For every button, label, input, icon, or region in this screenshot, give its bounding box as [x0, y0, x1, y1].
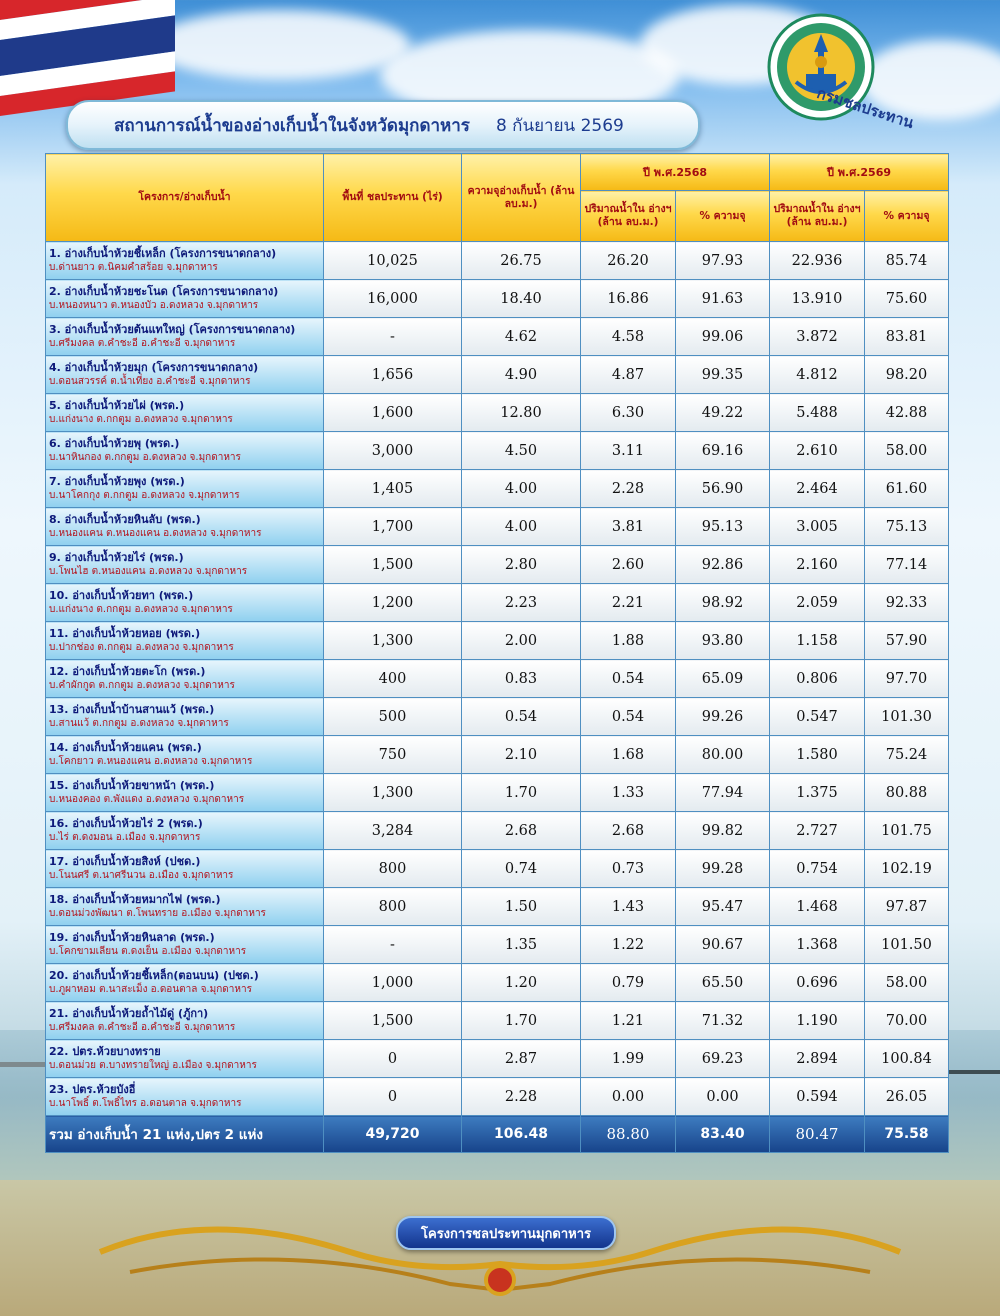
volume-2568-cell: 2.68: [581, 812, 676, 850]
reservoir-location: บ.ดอนม่วงพัฒนา ต.โพนทราย อ.เมือง จ.มุกดาหาร: [49, 908, 266, 919]
reservoir-name-cell: [46, 242, 324, 280]
irrigation-area-cell: 400: [324, 660, 462, 698]
total-percent-2568: 83.40: [676, 1116, 770, 1153]
volume-2569-cell: 1.158: [770, 622, 865, 660]
reservoir-location: บ.ด่านยาว ต.นิคมคำสร้อย จ.มุกดาหาร: [49, 262, 218, 273]
capacity-cell: 1.50: [462, 888, 581, 926]
volume-2568-cell: 3.81: [581, 508, 676, 546]
reservoir-name-cell: [46, 394, 324, 432]
table-row: [46, 850, 949, 888]
percent-2569-cell: 100.84: [865, 1040, 949, 1078]
volume-2568-cell: 0.00: [581, 1078, 676, 1116]
reservoir-location: บ.นาโคกกุง ต.กกตูม อ.ดงหลวง จ.มุกดาหาร: [49, 490, 240, 501]
reservoir-name: 13. อ่างเก็บน้ำบ้านสานแว้ (พรด.): [49, 703, 215, 716]
reservoir-name: 3. อ่างเก็บน้ำห้วยต้นแทใหญ่ (โครงการขนาดกลาง): [49, 323, 296, 336]
irrigation-area-cell: 1,000: [324, 964, 462, 1002]
table-row: [46, 812, 949, 850]
percent-2569-cell: 101.75: [865, 812, 949, 850]
percent-2569-cell: 75.13: [865, 508, 949, 546]
percent-2569-cell: 57.90: [865, 622, 949, 660]
capacity-cell: 0.74: [462, 850, 581, 888]
reservoir-name-cell: [46, 356, 324, 394]
table-row: [46, 736, 949, 774]
capacity-cell: 2.87: [462, 1040, 581, 1078]
irrigation-area-cell: 3,000: [324, 432, 462, 470]
percent-2569-cell: 42.88: [865, 394, 949, 432]
volume-2569-cell: 5.488: [770, 394, 865, 432]
irrigation-area-cell: 750: [324, 736, 462, 774]
total-percent-2569: 75.58: [865, 1116, 949, 1153]
percent-2568-cell: 69.23: [676, 1040, 770, 1078]
volume-2568-cell: 1.99: [581, 1040, 676, 1078]
reservoir-name: 18. อ่างเก็บน้ำห้วยหมากไฟ (พรด.): [49, 893, 221, 906]
volume-2569-cell: 2.059: [770, 584, 865, 622]
reservoir-name-cell: [46, 774, 324, 812]
volume-2568-cell: 4.58: [581, 318, 676, 356]
table-row: [46, 280, 949, 318]
percent-2568-cell: 95.47: [676, 888, 770, 926]
reservoir-name-cell: [46, 508, 324, 546]
volume-2569-cell: 2.160: [770, 546, 865, 584]
table-row: [46, 508, 949, 546]
reservoir-name: 7. อ่างเก็บน้ำห้วยพุง (พรด.): [49, 475, 185, 488]
page-title: สถานการณ์น้ำของอ่างเก็บน้ำในจังหวัดมุกดาหาร: [114, 115, 470, 136]
irrigation-area-cell: 500: [324, 698, 462, 736]
table-row: [46, 926, 949, 964]
volume-2569-cell: 3.872: [770, 318, 865, 356]
volume-2569-cell: 13.910: [770, 280, 865, 318]
table-row: [46, 888, 949, 926]
volume-2569-cell: 4.812: [770, 356, 865, 394]
capacity-cell: 2.28: [462, 1078, 581, 1116]
table-row: [46, 660, 949, 698]
percent-2568-cell: 99.26: [676, 698, 770, 736]
volume-2569-cell: 1.368: [770, 926, 865, 964]
reservoir-name: 10. อ่างเก็บน้ำห้วยทา (พรด.): [49, 589, 194, 602]
irrigation-area-cell: 1,200: [324, 584, 462, 622]
percent-2568-cell: 65.50: [676, 964, 770, 1002]
reservoir-name: 6. อ่างเก็บน้ำห้วยพุ (พรด.): [49, 437, 180, 450]
reservoir-location: บ.แก่งนาง ต.กกตูม อ.ดงหลวง จ.มุกดาหาร: [49, 604, 233, 615]
header-irrigation-area: พื้นที่ ชลประทาน (ไร่): [324, 154, 462, 242]
reservoir-name: 2. อ่างเก็บน้ำห้วยชะโนด (โครงการขนาดกลาง): [49, 285, 279, 298]
reservoir-name-cell: [46, 736, 324, 774]
percent-2569-cell: 75.60: [865, 280, 949, 318]
percent-2568-cell: 56.90: [676, 470, 770, 508]
irrigation-area-cell: 1,300: [324, 774, 462, 812]
percent-2569-cell: 101.50: [865, 926, 949, 964]
volume-2569-cell: 22.936: [770, 242, 865, 280]
reservoir-location: บ.นาโพธิ์ ต.โพธิ์ไทร อ.ดอนตาล จ.มุกดาหาร: [49, 1098, 242, 1109]
percent-2568-cell: 90.67: [676, 926, 770, 964]
reservoir-name: 19. อ่างเก็บน้ำห้วยหินลาด (พรด.): [49, 931, 215, 944]
volume-2568-cell: 0.54: [581, 698, 676, 736]
volume-2568-cell: 0.54: [581, 660, 676, 698]
irrigation-area-cell: 800: [324, 850, 462, 888]
volume-2568-cell: 2.60: [581, 546, 676, 584]
percent-2569-cell: 97.87: [865, 888, 949, 926]
header-percent-2569: % ความจุ: [865, 191, 949, 242]
percent-2568-cell: 65.09: [676, 660, 770, 698]
percent-2568-cell: 93.80: [676, 622, 770, 660]
total-capacity: 106.48: [462, 1116, 581, 1153]
total-volume-2568: 88.80: [581, 1116, 676, 1153]
table-row: [46, 622, 949, 660]
capacity-cell: 4.62: [462, 318, 581, 356]
volume-2568-cell: 1.43: [581, 888, 676, 926]
reservoir-name: 9. อ่างเก็บน้ำห้วยไร่ (พรด.): [49, 551, 184, 564]
reservoir-name: 1. อ่างเก็บน้ำห้วยชี้เหล็ก (โครงการขนาดกลาง): [49, 247, 277, 260]
irrigation-area-cell: 800: [324, 888, 462, 926]
volume-2569-cell: 0.806: [770, 660, 865, 698]
capacity-cell: 1.70: [462, 1002, 581, 1040]
percent-2569-cell: 83.81: [865, 318, 949, 356]
reservoir-name-cell: [46, 660, 324, 698]
reservoir-location: บ.สานแว้ ต.กกตูม อ.ดงหลวง จ.มุกดาหาร: [49, 718, 229, 729]
percent-2569-cell: 102.19: [865, 850, 949, 888]
capacity-cell: 26.75: [462, 242, 581, 280]
reservoir-name-cell: [46, 1002, 324, 1040]
capacity-cell: 2.23: [462, 584, 581, 622]
logo-text: กรมชลประทาน: [814, 83, 916, 133]
capacity-cell: 0.54: [462, 698, 581, 736]
volume-2569-cell: 0.696: [770, 964, 865, 1002]
footer-project-label: โครงการชลประทานมุกดาหาร: [396, 1216, 616, 1250]
table-row: [46, 1002, 949, 1040]
percent-2569-cell: 97.70: [865, 660, 949, 698]
percent-2568-cell: 69.16: [676, 432, 770, 470]
reservoir-name-cell: [46, 546, 324, 584]
page-title-bar: [66, 100, 700, 150]
volume-2569-cell: 1.580: [770, 736, 865, 774]
header-volume-2569: ปริมาณน้ำใน อ่างฯ (ล้าน ลบ.ม.): [770, 191, 865, 242]
reservoir-name-cell: [46, 698, 324, 736]
percent-2569-cell: 58.00: [865, 964, 949, 1002]
report-date: 8 กันยายน 2569: [495, 115, 624, 136]
reservoir-location: บ.หนองแคน ต.หนองแคน อ.ดงหลวง จ.มุกดาหาร: [49, 528, 262, 539]
percent-2568-cell: 99.28: [676, 850, 770, 888]
header-capacity: ความจุอ่างเก็บน้ำ (ล้าน ลบ.ม.): [462, 154, 581, 242]
reservoir-name-cell: [46, 280, 324, 318]
capacity-cell: 2.80: [462, 546, 581, 584]
volume-2568-cell: 16.86: [581, 280, 676, 318]
reservoir-name: 22. ปตร.ห้วยบางทราย: [49, 1045, 161, 1058]
percent-2569-cell: 26.05: [865, 1078, 949, 1116]
reservoir-location: บ.ภูผาหอม ต.นาสะเม็ง อ.ดอนตาล จ.มุกดาหาร: [49, 984, 252, 995]
reservoir-name: 8. อ่างเก็บน้ำห้วยหินลับ (พรด.): [49, 513, 201, 526]
reservoir-name: 5. อ่างเก็บน้ำห้วยไผ่ (พรด.): [49, 399, 185, 412]
volume-2568-cell: 1.68: [581, 736, 676, 774]
reservoir-name: 16. อ่างเก็บน้ำห้วยไร่ 2 (พรด.): [49, 817, 203, 830]
reservoir-status-table: [45, 153, 949, 1153]
total-label: รวม อ่างเก็บน้ำ 21 แห่ง,ปตร 2 แห่ง: [46, 1116, 324, 1153]
reservoir-location: บ.หนองคอง ต.พังแดง อ.ดงหลวง จ.มุกดาหาร: [49, 794, 245, 805]
percent-2568-cell: 91.63: [676, 280, 770, 318]
irrigation-area-cell: 1,500: [324, 546, 462, 584]
volume-2568-cell: 1.22: [581, 926, 676, 964]
volume-2569-cell: 1.375: [770, 774, 865, 812]
irrigation-area-cell: 0: [324, 1040, 462, 1078]
reservoir-name: 21. อ่างเก็บน้ำห้วยถ้ำไม้ดู่ (ภู้กา): [49, 1007, 209, 1020]
table-row: [46, 1078, 949, 1116]
total-row: [46, 1116, 949, 1153]
reservoir-name: 4. อ่างเก็บน้ำห้วยมุก (โครงการขนาดกลาง): [49, 361, 259, 374]
volume-2569-cell: 0.594: [770, 1078, 865, 1116]
percent-2568-cell: 49.22: [676, 394, 770, 432]
reservoir-name: 11. อ่างเก็บน้ำห้วยหอย (พรด.): [49, 627, 201, 640]
volume-2568-cell: 2.21: [581, 584, 676, 622]
reservoir-name: 23. ปตร.ห้วยบังอี่: [49, 1083, 136, 1096]
volume-2568-cell: 2.28: [581, 470, 676, 508]
reservoir-location: บ.ปากช่อง ต.กกตูม อ.ดงหลวง จ.มุกดาหาร: [49, 642, 234, 653]
volume-2568-cell: 4.87: [581, 356, 676, 394]
reservoir-location: บ.ดอนสวรรค์ ต.น้ำเที่ยง อ.คำชะอี จ.มุกดาหาร: [49, 376, 251, 387]
percent-2568-cell: 80.00: [676, 736, 770, 774]
table-row: [46, 584, 949, 622]
irrigation-area-cell: 16,000: [324, 280, 462, 318]
table-row: [46, 964, 949, 1002]
capacity-cell: 2.10: [462, 736, 581, 774]
percent-2569-cell: 98.20: [865, 356, 949, 394]
percent-2568-cell: 98.92: [676, 584, 770, 622]
capacity-cell: 18.40: [462, 280, 581, 318]
percent-2569-cell: 75.24: [865, 736, 949, 774]
volume-2569-cell: 2.610: [770, 432, 865, 470]
header-percent-2568: % ความจุ: [676, 191, 770, 242]
volume-2569-cell: 3.005: [770, 508, 865, 546]
reservoir-name-cell: [46, 812, 324, 850]
table-row: [46, 432, 949, 470]
total-volume-2569: 80.47: [770, 1116, 865, 1153]
volume-2569-cell: 2.727: [770, 812, 865, 850]
volume-2568-cell: 1.33: [581, 774, 676, 812]
volume-2569-cell: 1.468: [770, 888, 865, 926]
reservoir-name: 17. อ่างเก็บน้ำห้วยสิงห์ (ปชด.): [49, 855, 201, 868]
reservoir-name: 15. อ่างเก็บน้ำห้วยขาหน้า (พรด.): [49, 779, 215, 792]
reservoir-location: บ.ไร่ ต.ดงมอน อ.เมือง จ.มุกดาหาร: [49, 832, 201, 843]
capacity-cell: 2.68: [462, 812, 581, 850]
irrigation-area-cell: 1,500: [324, 1002, 462, 1040]
reservoir-name: 20. อ่างเก็บน้ำห้วยชี้เหล็ก(ตอนบน) (ปชด.): [49, 969, 259, 982]
volume-2568-cell: 1.88: [581, 622, 676, 660]
reservoir-name-cell: [46, 622, 324, 660]
percent-2569-cell: 77.14: [865, 546, 949, 584]
irrigation-area-cell: 3,284: [324, 812, 462, 850]
reservoir-name-cell: [46, 850, 324, 888]
reservoir-name: 14. อ่างเก็บน้ำห้วยแคน (พรด.): [49, 741, 202, 754]
percent-2568-cell: 99.06: [676, 318, 770, 356]
percent-2569-cell: 70.00: [865, 1002, 949, 1040]
percent-2569-cell: 101.30: [865, 698, 949, 736]
reservoir-name-cell: [46, 888, 324, 926]
reservoir-name-cell: [46, 1078, 324, 1116]
volume-2569-cell: 2.464: [770, 470, 865, 508]
volume-2568-cell: 26.20: [581, 242, 676, 280]
capacity-cell: 0.83: [462, 660, 581, 698]
capacity-cell: 1.20: [462, 964, 581, 1002]
volume-2568-cell: 0.79: [581, 964, 676, 1002]
reservoir-location: บ.คำผักกูด ต.กกตูม อ.ดงหลวง จ.มุกดาหาร: [49, 680, 235, 691]
capacity-cell: 4.00: [462, 508, 581, 546]
reservoir-location: บ.ศรีมงคล ต.คำชะอี อ.คำชะอี จ.มุกดาหาร: [49, 1022, 236, 1033]
reservoir-name-cell: [46, 318, 324, 356]
percent-2568-cell: 77.94: [676, 774, 770, 812]
percent-2568-cell: 0.00: [676, 1078, 770, 1116]
irrigation-area-cell: 10,025: [324, 242, 462, 280]
volume-2568-cell: 3.11: [581, 432, 676, 470]
reservoir-name-cell: [46, 964, 324, 1002]
percent-2568-cell: 99.35: [676, 356, 770, 394]
percent-2568-cell: 92.86: [676, 546, 770, 584]
irrigation-area-cell: 1,300: [324, 622, 462, 660]
volume-2569-cell: 0.547: [770, 698, 865, 736]
reservoir-location: บ.โพนไฮ ต.หนองแคน อ.ดงหลวง จ.มุกดาหาร: [49, 566, 248, 577]
reservoir-name-cell: [46, 1040, 324, 1078]
percent-2568-cell: 97.93: [676, 242, 770, 280]
capacity-cell: 4.50: [462, 432, 581, 470]
reservoir-location: บ.แก่งนาง ต.กกตูม อ.ดงหลวง จ.มุกดาหาร: [49, 414, 233, 425]
reservoir-name-cell: [46, 584, 324, 622]
capacity-cell: 4.90: [462, 356, 581, 394]
volume-2568-cell: 1.21: [581, 1002, 676, 1040]
reservoir-name-cell: [46, 470, 324, 508]
percent-2568-cell: 71.32: [676, 1002, 770, 1040]
volume-2569-cell: 0.754: [770, 850, 865, 888]
irrigation-area-cell: 1,700: [324, 508, 462, 546]
table-row: [46, 242, 949, 280]
percent-2569-cell: 61.60: [865, 470, 949, 508]
reservoir-location: บ.โคกยาว ต.หนองแคน อ.ดงหลวง จ.มุกดาหาร: [49, 756, 253, 767]
table-row: [46, 356, 949, 394]
irrigation-area-cell: 1,656: [324, 356, 462, 394]
table-row: [46, 1040, 949, 1078]
table-row: [46, 698, 949, 736]
capacity-cell: 1.70: [462, 774, 581, 812]
percent-2569-cell: 92.33: [865, 584, 949, 622]
reservoir-location: บ.ศรีมงคล ต.คำชะอี อ.คำชะอี จ.มุกดาหาร: [49, 338, 236, 349]
capacity-cell: 2.00: [462, 622, 581, 660]
table-row: [46, 774, 949, 812]
percent-2568-cell: 99.82: [676, 812, 770, 850]
irrigation-area-cell: 1,600: [324, 394, 462, 432]
volume-2568-cell: 6.30: [581, 394, 676, 432]
volume-2569-cell: 2.894: [770, 1040, 865, 1078]
percent-2569-cell: 80.88: [865, 774, 949, 812]
reservoir-name-cell: [46, 926, 324, 964]
reservoir-location: บ.ดอนม่วย ต.บางทรายใหญ่ อ.เมือง จ.มุกดาหาร: [49, 1060, 257, 1071]
irrigation-area-cell: -: [324, 926, 462, 964]
irrigation-area-cell: 1,405: [324, 470, 462, 508]
header-volume-2568: ปริมาณน้ำใน อ่างฯ (ล้าน ลบ.ม.): [581, 191, 676, 242]
reservoir-name-cell: [46, 432, 324, 470]
capacity-cell: 4.00: [462, 470, 581, 508]
header-year-2568: ปี พ.ศ.2568: [581, 154, 770, 191]
percent-2569-cell: 58.00: [865, 432, 949, 470]
header-year-2569: ปี พ.ศ.2569: [770, 154, 949, 191]
reservoir-name: 12. อ่างเก็บน้ำห้วยตะโก (พรด.): [49, 665, 206, 678]
capacity-cell: 12.80: [462, 394, 581, 432]
percent-2568-cell: 95.13: [676, 508, 770, 546]
irrigation-area-cell: 0: [324, 1078, 462, 1116]
table-row: [46, 470, 949, 508]
table-row: [46, 546, 949, 584]
table-row: [46, 394, 949, 432]
cloud: [150, 10, 410, 80]
reservoir-location: บ.โนนศรี ต.นาศรีนวน อ.เมือง จ.มุกดาหาร: [49, 870, 234, 881]
table-row: [46, 318, 949, 356]
irrigation-area-cell: -: [324, 318, 462, 356]
reservoir-location: บ.นาหินกอง ต.กกตูม อ.ดงหลวง จ.มุกดาหาร: [49, 452, 241, 463]
header-project: โครงการ/อ่างเก็บน้ำ: [46, 154, 324, 242]
pier-decoration: [940, 1070, 1000, 1074]
percent-2569-cell: 85.74: [865, 242, 949, 280]
capacity-cell: 1.35: [462, 926, 581, 964]
reservoir-location: บ.หนองหนาว ต.หนองบัว อ.ดงหลวง จ.มุกดาหาร: [49, 300, 259, 311]
volume-2569-cell: 1.190: [770, 1002, 865, 1040]
total-area: 49,720: [324, 1116, 462, 1153]
reservoir-location: บ.โคกขามเลียน ต.ดงเย็น อ.เมือง จ.มุกดาหาร: [49, 946, 247, 957]
volume-2568-cell: 0.73: [581, 850, 676, 888]
